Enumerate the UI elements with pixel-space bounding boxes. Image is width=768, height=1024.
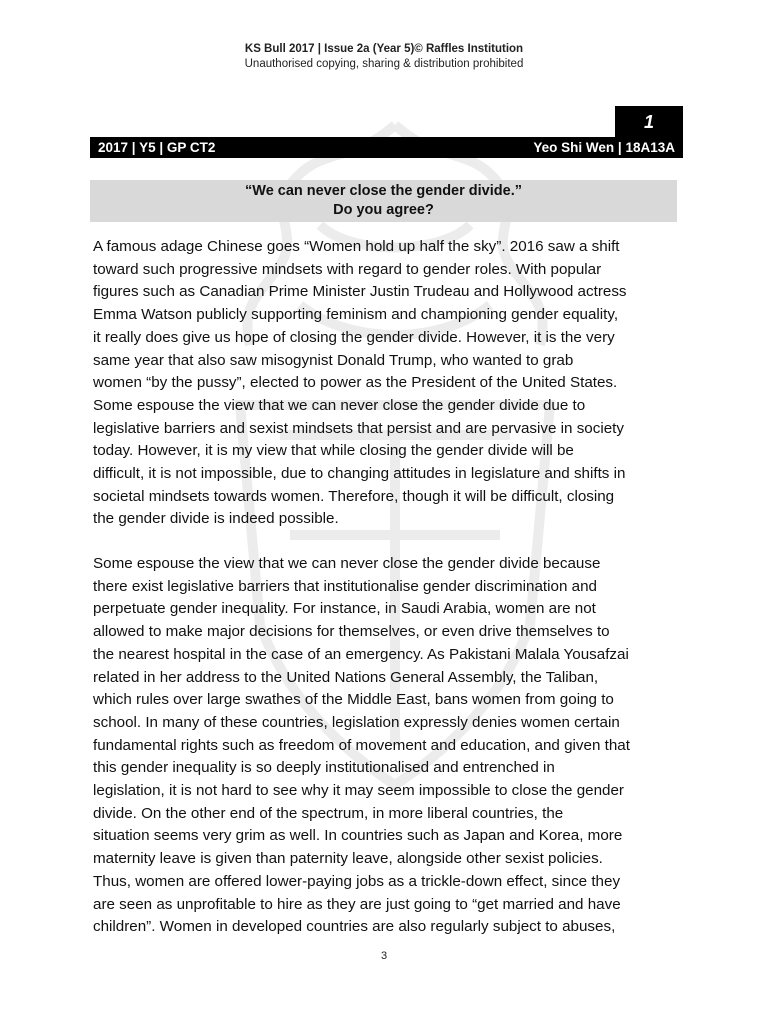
text-line: A famous adage Chinese goes “Women hold up half the sky”. 2016 saw a shift	[93, 238, 620, 255]
essay-question-line2: Do you agree?	[333, 202, 434, 218]
text-line: Emma Watson publicly supporting feminism and championing gender equality,	[93, 306, 619, 324]
text-line: situation seems very grim as well. In countries such as Japan and Korea, more	[93, 827, 623, 845]
text-line: figures such as Canadian Prime Minister Justin Trudeau and Hollywood actress	[93, 283, 627, 301]
paragraph-introduction	[93, 236, 683, 531]
text-line: legislative barriers and sexist mindsets that persist and are pervasive in society	[93, 419, 624, 437]
text-line: which rules over large swathes of the Middle East, bans women from going to	[93, 691, 614, 709]
text-line: there exist legislative barriers that institutionalise gender discrimination and	[93, 577, 597, 595]
essay-author-label: Yeo Shi Wen | 18A13A	[533, 140, 675, 155]
text-line: divide. On the other end of the spectrum, in more liberal countries, the	[93, 804, 564, 822]
text-line: related in her address to the United Nations General Assembly, the Taliban,	[93, 668, 599, 686]
text-line: perpetuate gender inequality. For instance, in Saudi Arabia, women are not	[93, 600, 596, 618]
text-line: the gender divide is indeed possible.	[93, 510, 339, 528]
text-line: today. However, it is my view that while closing the gender divide will be	[93, 442, 574, 460]
header-copyright-line: Unauthorised copying, sharing & distribution prohibited	[244, 58, 524, 70]
essay-question-box	[90, 180, 677, 222]
document-header	[0, 42, 768, 72]
text-line: difficult, it is not impossible, due to changing attitudes in legislature and shifts in	[93, 465, 626, 483]
text-line: Some espouse the view that we can never close the gender divide due to	[93, 396, 586, 414]
text-line: same year that also saw misogynist Donald Trump, who wanted to grab	[93, 351, 574, 369]
text-line: it really does give us hope of closing the gender divide. However, it is the very	[93, 328, 615, 346]
paragraph-counterargument	[93, 553, 683, 939]
text-line: societal mindsets towards women. Therefore, though it will be difficult, closing	[93, 487, 615, 505]
text-line: legislation, it is not hard to see why it may seem impossible to close the gender	[93, 782, 624, 800]
text-line: the nearest hospital in the case of an emergency. As Pakistani Malala Yousafzai	[93, 645, 629, 663]
header-publication-line: KS Bull 2017 | Issue 2a (Year 5)© Raffles Institution	[244, 43, 524, 55]
text-line: fundamental rights such as freedom of movement and education, and given that	[93, 736, 630, 754]
text-line: are seen as unprofitable to hire as they are just going to “get married and have	[93, 895, 621, 913]
page-number: 3	[380, 950, 388, 962]
essay-number-badge: 1	[615, 106, 683, 138]
essay-exam-label: 2017 | Y5 | GP CT2	[98, 140, 216, 155]
text-line: children”. Women in developed countries are also regularly subject to abuses,	[93, 918, 616, 936]
essay-info-bar	[90, 137, 683, 158]
text-line: this gender inequality is so deeply institutionalised and entrenched in	[93, 759, 555, 777]
text-line: Thus, women are offered lower-paying jobs as a trickle-down effect, since they	[93, 872, 621, 890]
text-line: women “by the pussy”, elected to power as the President of the United States.	[93, 374, 618, 392]
text-line: toward such progressive mindsets with regard to gender roles. With popular	[93, 260, 602, 278]
text-line: allowed to make major decisions for themselves, or even drive themselves to	[93, 623, 610, 641]
essay-question-line1: “We can never close the gender divide.”	[245, 183, 522, 199]
text-line: Some espouse the view that we can never close the gender divide because	[93, 555, 601, 572]
text-line: maternity leave is given than paternity leave, alongside other sexist policies.	[93, 850, 603, 868]
text-line: school. In many of these countries, legislation expressly denies women certain	[93, 713, 620, 731]
